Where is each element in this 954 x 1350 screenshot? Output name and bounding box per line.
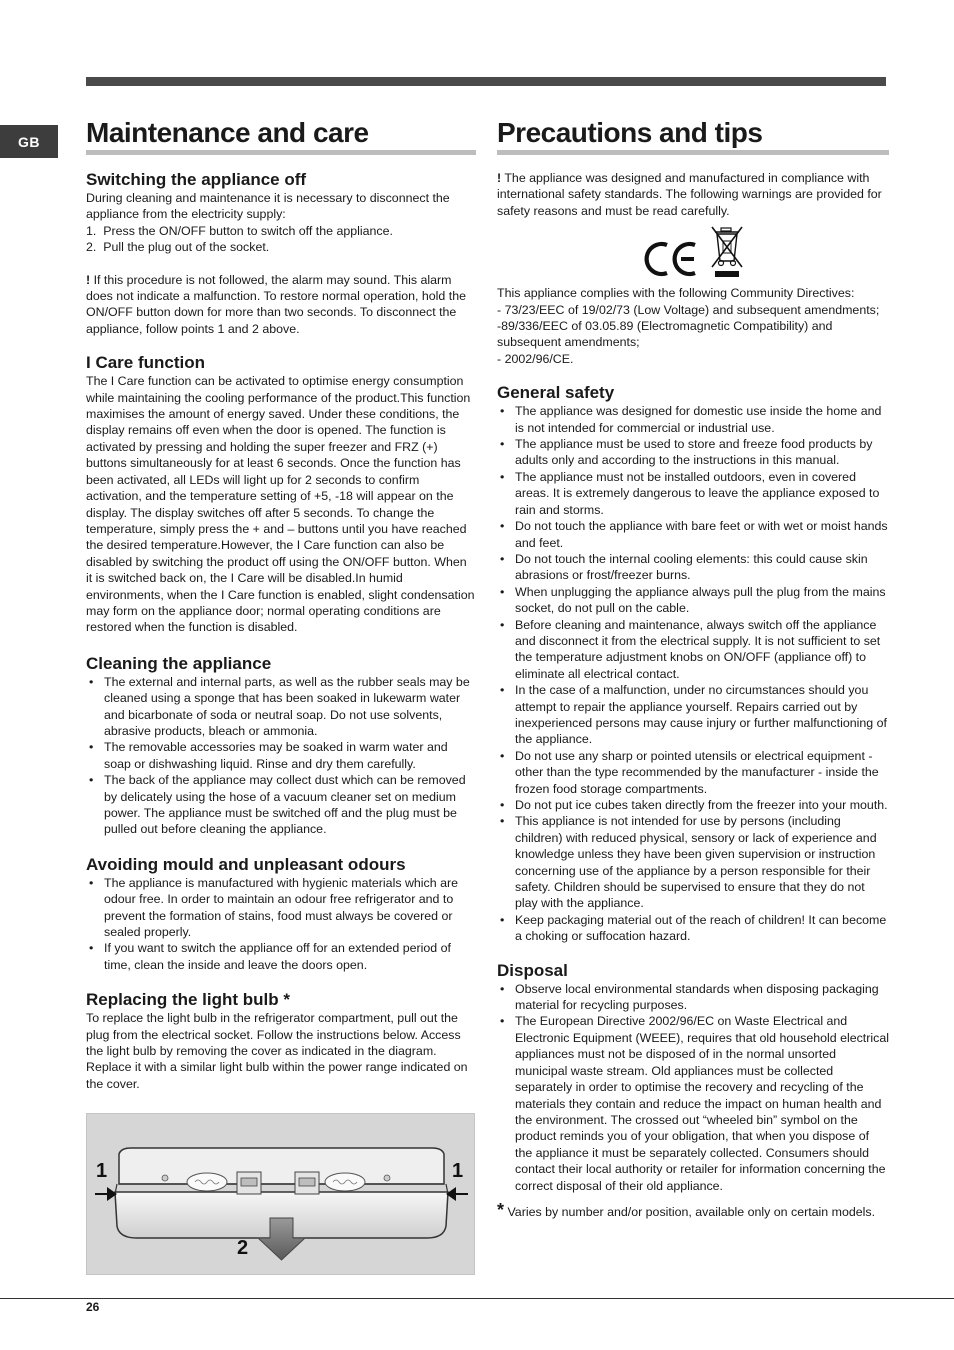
maintenance-column: [86, 116, 476, 1092]
list-item: • Observe local environmental standards when disposing packaging material for recycling purposes.: [497, 981, 889, 1014]
step-item: 2. Pull the plug out of the socket.: [86, 240, 270, 255]
switching-off-intro: During cleaning and maintenance it is necessary to disconnect the appliance from the electricity supply:: [86, 191, 450, 222]
compliance-marks: [497, 221, 889, 279]
cleaning-heading: Cleaning the appliance: [86, 653, 272, 673]
list-item: • This appliance is not intended for use by persons (including children) with reduced physical, sensory or lack of experience and knowledge unless they have been given supervision or instruction concerning use of the appliance by a person responsible for their safety. Children should be supervised to ensure that they do not play with the appliance.: [497, 813, 889, 911]
list-item: • The appliance was designed for domestic use inside the home and is not intended for commercial or industrial use.: [497, 403, 889, 436]
maintenance-title: Maintenance and care: [86, 116, 476, 155]
general-safety-list: [497, 403, 889, 944]
intro-mark: !: [497, 171, 502, 185]
list-item: • The removable accessories may be soaked in warm water and soap or dishwashing liquid. Rinse and dry them carefully.: [86, 739, 476, 772]
directive-line: - 2002/96/CE.: [497, 351, 574, 366]
precautions-title: Precautions and tips: [497, 116, 889, 155]
directive-line: - 73/23/EEC of 19/02/73 (Low Voltage) and subsequent amendments;: [497, 302, 880, 317]
bulb-heading: Replacing the light bulb *: [86, 990, 290, 1010]
list-item: • When unplugging the appliance always pull the plug from the mains socket, do not pull on the cable.: [497, 584, 889, 617]
footnote-mark: *: [497, 1199, 505, 1220]
list-item: • The appliance must be used to store and freeze food products by adults only and according to the instructions in this manual.: [497, 436, 889, 469]
footer-rule: [0, 1298, 954, 1299]
footnote-text: Varies by number and/or position, available only on certain models.: [504, 1204, 876, 1219]
list-item: • The European Directive 2002/96/EC on Waste Electrical and Electronic Equipment (WEEE), requires that old household electrical appliances must not be disposed of in the normal unsorted municipal waste stream. Old appliances must be collected separately in order to optimise the recovery and recycling of the materials they contain and reduce the impact on human health and the environment. The crossed out “wheeled bin” symbol on the product reminds you of your obligation, that when you dispose of the appliance it must be separately collected. Consumers should contact their local authority or retailer for information concerning the correct disposal of their old appliance.: [497, 1013, 889, 1193]
list-item: • Do not put ice cubes taken directly from the freezer into your mouth.: [497, 797, 889, 813]
list-item: • Do not touch the internal cooling elements: this could cause skin abrasions or frost/freezer burns.: [497, 551, 889, 584]
disposal-list: [497, 981, 889, 1194]
language-tab: GB: [0, 125, 58, 158]
list-item: • Do not touch the appliance with bare feet or with wet or moist hands and feet.: [497, 518, 889, 551]
intro-text: The appliance was designed and manufactured in compliance with international safety standards. The following warnings are provided for safety reasons and must be read carefully.: [497, 171, 882, 218]
page-number: 26: [86, 1300, 100, 1314]
general-safety-heading: General safety: [497, 383, 615, 403]
warning-text: If this procedure is not followed, the alarm may sound. This alarm does not indicate a malfunction. To restore normal operation, hold the ON/OFF button down for more than two seconds. To disconnect the appliance, follow points 1 and 2 above.: [86, 272, 466, 336]
light-cover-diagram: [86, 1113, 475, 1275]
light-cover-illustration: [87, 1114, 476, 1276]
figure-label-bottom: 2: [237, 1237, 249, 1259]
cleaning-list: [86, 674, 476, 838]
bulb-text: To replace the light bulb in the refrigerator compartment, pull out the plug from the electrical socket. Follow the instructions below. Access the light bulb by removing the cover as indicated in the diagram. Replace it with a similar light bulb within the power range indicated on the cover.: [86, 1011, 468, 1091]
warning-mark: !: [86, 272, 91, 287]
weee-bin-icon: [709, 225, 745, 279]
footnote: [497, 1199, 889, 1220]
list-item: • Before cleaning and maintenance, always switch off the appliance and disconnect it from the electrical supply. It is not sufficient to set the temperature adjustment knobs on ON/OFF (appliance off) to eliminate all electrical contact.: [497, 617, 889, 683]
switching-off-warning: [86, 272, 476, 338]
directive-line: This appliance complies with the following Community Directives:: [497, 286, 855, 301]
icare-heading: I Care function: [86, 353, 206, 373]
list-item: • The external and internal parts, as well as the rubber seals may be cleaned using a sponge that has been soaked in lukewarm water and bicarbonate of soda or neutral soap. Do not use solvents, abrasive products, bleach or ammonia.: [86, 674, 476, 740]
figure-label-right: 1: [452, 1160, 464, 1182]
disposal-heading: Disposal: [497, 960, 568, 980]
mould-heading: Avoiding mould and unpleasant odours: [86, 854, 406, 874]
list-item: • The back of the appliance may collect dust which can be removed by delicately using the hose of a vacuum cleaner set on medium power. The appliance must be switched off and the plug must be pulled out before cleaning the appliance.: [86, 772, 476, 838]
list-item: • The appliance must not be installed outdoors, even in covered areas. It is extremely dangerous to leave the appliance exposed to rain and storms.: [497, 469, 889, 518]
list-item: • Do not use any sharp or pointed utensils or electrical equipment - other than the type recommended by the manufacturer - inside the frozen food storage compartments.: [497, 748, 889, 797]
header-rule: [86, 77, 886, 86]
precautions-column: [497, 116, 889, 1220]
ce-mark-icon: [641, 239, 701, 279]
icare-text: The I Care function can be activated to optimise energy consumption while maintaining the cooling performance of the product.This function maximises the amount of energy saved. Under these conditions, the display remains off even when the door is opened. The function is activated by pressing and holding the super freezer and FRZ (+) buttons simultaneously for at least 6 seconds. Once the function has been activated, all LEDs will light up for 2 seconds to confirm activation, and the temperature setting of +5, -18 will appear on the display. The display switches off after 5 seconds. To change the temperature, simply press the + and – buttons until you have reached the desired temperature.However, the I Care function can also be disabled by switching the product off using the ON/OFF button. When it is switched back on, the I Care will be disabled.In humid environments, when the I Care function is enabled, slight condensation may form on the appliance door; normal operating conditions are restored when the function is disabled.: [86, 374, 475, 635]
directive-line: -89/336/EEC of 03.05.89 (Electromagnetic Compatibility) and subsequent amendments;: [497, 319, 833, 350]
list-item: • If you want to switch the appliance off for an extended period of time, clean the inside and leave the doors open.: [86, 940, 476, 973]
list-item: • In the case of a malfunction, under no circumstances should you attempt to repair the appliance yourself. Repairs carried out by inexperienced persons may cause injury or further malfunctioning of the appliance.: [497, 682, 889, 748]
step-item: 1. Press the ON/OFF button to switch off the appliance.: [86, 223, 393, 238]
precautions-intro: [497, 170, 889, 219]
list-item: • The appliance is manufactured with hygienic materials which are odour free. In order to maintain an odour free refrigerator and to prevent the formation of stains, food must always be covered or sealed properly.: [86, 875, 476, 941]
list-item: • Keep packaging material out of the reach of children! It can become a choking or suffocation hazard.: [497, 912, 889, 945]
switching-off-heading: Switching the appliance off: [86, 170, 307, 189]
switching-off-steps: [86, 223, 476, 256]
mould-list: [86, 875, 476, 973]
figure-label-left: 1: [96, 1160, 108, 1182]
